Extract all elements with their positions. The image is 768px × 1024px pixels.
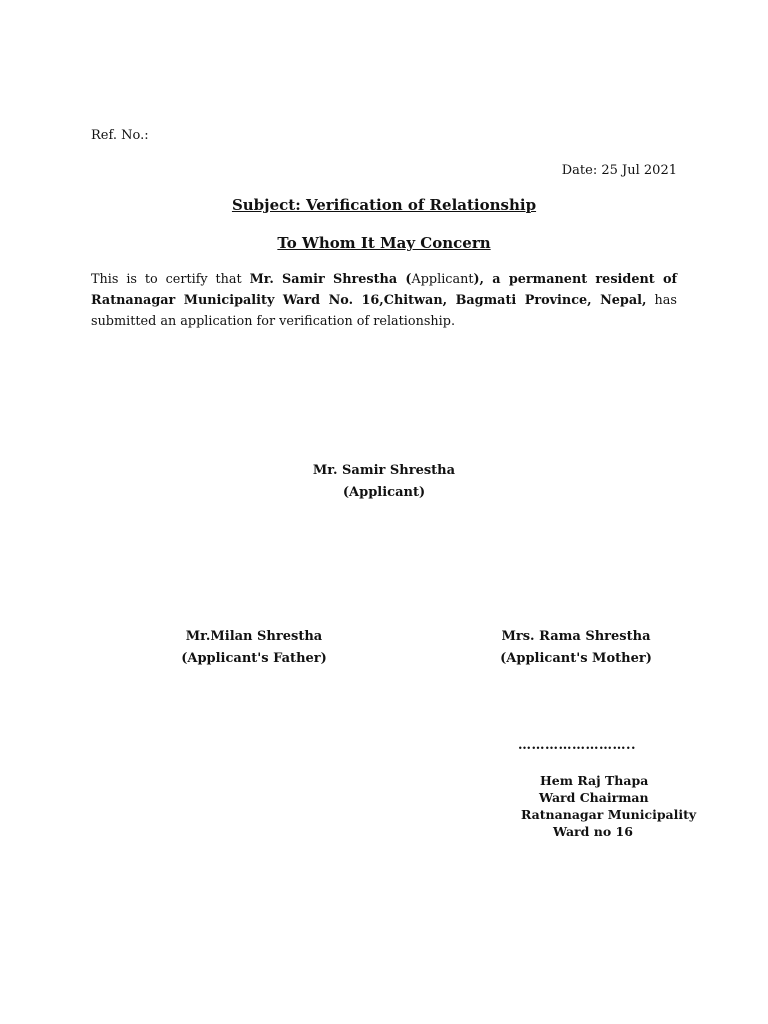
- mother-name: Mrs. Rama Shrestha: [501, 629, 651, 644]
- father-role: (Applicant's Father): [181, 651, 327, 666]
- signatory-organization: Ratnanagar Municipality: [521, 807, 697, 822]
- body-text-1: This is to certify that: [91, 272, 250, 287]
- signatory-title: Ward Chairman: [539, 790, 649, 805]
- signatory-ward: Ward no 16: [553, 824, 633, 839]
- date-label: Date: 25 Jul 2021: [561, 163, 677, 178]
- letter-body: [91, 269, 677, 332]
- mother-block: [426, 626, 726, 670]
- ref-number-label: Ref. No.:: [91, 128, 149, 143]
- body-applicant-role: Applicant: [411, 272, 474, 287]
- father-block: [104, 626, 404, 670]
- signature-line: ……………………..: [518, 738, 637, 753]
- mother-role: (Applicant's Mother): [500, 651, 652, 666]
- signatory-name: Hem Raj Thapa: [540, 773, 649, 788]
- father-name: Mr.Milan Shrestha: [185, 629, 323, 644]
- letter-subject: Subject: Verification of Relationship: [231, 196, 537, 214]
- body-applicant-name: Mr. Samir Shrestha: [249, 272, 398, 287]
- body-address: Ratnanagar Municipality Ward No. 16,Chitwan, Bagmati Province, Nepal,: [91, 293, 647, 308]
- body-text-3: ), a permanent resident of: [473, 272, 677, 287]
- applicant-name: Mr. Samir Shrestha: [312, 463, 456, 478]
- body-text-2: (: [397, 272, 412, 287]
- applicant-block: [234, 460, 534, 504]
- applicant-role: (Applicant): [342, 485, 426, 500]
- body-text-4: has submitted an application for verification of relationship.: [91, 293, 677, 329]
- letter-salutation: To Whom It May Concern: [277, 234, 491, 252]
